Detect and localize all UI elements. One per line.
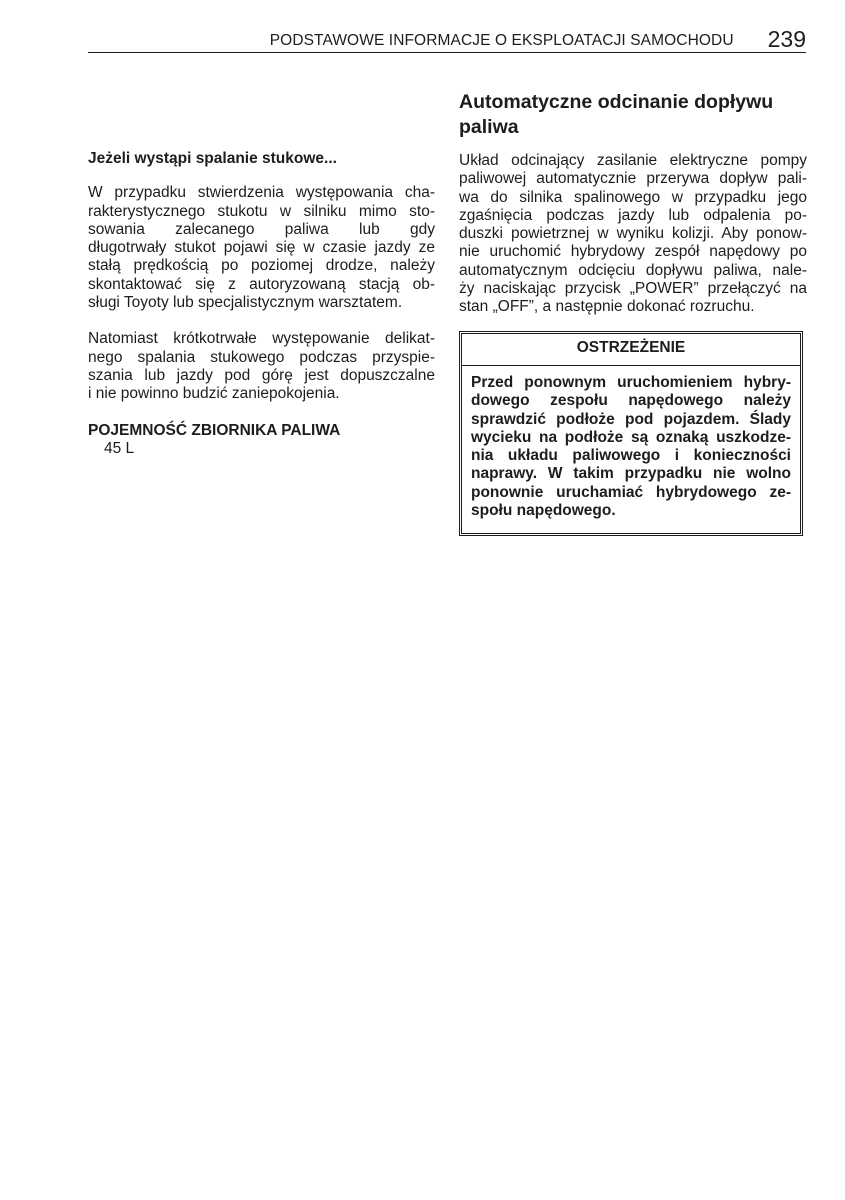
text-line: zgaśnięcia podczas jazdy lub odpalenia po- bbox=[459, 206, 807, 224]
text-line: automatycznym odcięciu dopływu paliwa, nale- bbox=[459, 261, 807, 279]
left-column bbox=[88, 150, 435, 458]
text-line: paliwowej automatycznie przerywa dopływ pali- bbox=[459, 170, 807, 188]
text-line: ponownie uruchamiać hybrydowego ze- bbox=[471, 483, 791, 501]
text-line: długotrwały stukot pojawi się w czasie jazdy ze bbox=[88, 239, 435, 257]
warning-box bbox=[461, 333, 801, 535]
fuel-cutoff-paragraph bbox=[459, 152, 807, 317]
text-line: duszki powietrznej w wyniku kolizji. Aby ponow- bbox=[459, 225, 807, 243]
title-line: paliwa bbox=[459, 116, 519, 138]
text-line: wa do silnika spalinowego w przypadku jego bbox=[459, 188, 807, 206]
text-line: nie uruchomić hybrydowy zespół napędowy po bbox=[459, 243, 807, 261]
text-line: stan „OFF”, a następnie dokonać rozruchu. bbox=[459, 298, 755, 316]
text-line: sługi Toyoty lub specjalistycznym warsztatem. bbox=[88, 294, 403, 312]
text-line: skontaktować się z autoryzowaną stacją ob- bbox=[88, 275, 435, 293]
page-header bbox=[88, 26, 806, 53]
text-line: szania lub jazdy pod górę jest dopuszczalne bbox=[88, 366, 435, 384]
title-line: Automatyczne odcinanie dopływu bbox=[459, 91, 774, 113]
text-line: dowego zespołu napędowego należy bbox=[471, 392, 791, 410]
warning-body bbox=[462, 366, 800, 533]
text-line: W przypadku stwierdzenia występowania cha- bbox=[88, 184, 435, 202]
text-line: nego spalania stukowego podczas przyspie- bbox=[88, 348, 435, 366]
text-line: społu napędowego. bbox=[471, 502, 616, 520]
text-line: nia układu paliwowego i konieczności bbox=[471, 447, 791, 465]
text-line: sprawdzić podłoże pod pojazdem. Ślady bbox=[471, 410, 791, 428]
fuel-cutoff-title bbox=[459, 90, 807, 140]
section-title: PODSTAWOWE INFORMACJE O EKSPLOATACJI SAMOCHODU bbox=[269, 32, 734, 49]
text-line: i nie powinno budzić zaniepokojenia. bbox=[88, 385, 340, 403]
text-line: Natomiast krótkotrwałe występowanie delikat- bbox=[88, 330, 435, 348]
text-line: wycieku na podłoże są oznaką uszkodze- bbox=[471, 428, 791, 446]
knock-paragraph-1 bbox=[88, 184, 435, 312]
text-line: Przed ponownym uruchomieniem hybry- bbox=[471, 373, 791, 391]
text-line: stałą prędkością po poziomej drodze, należy bbox=[88, 257, 435, 275]
fuel-capacity-value: 45 L bbox=[104, 439, 135, 457]
warning-title: OSTRZEŻENIE bbox=[462, 334, 800, 366]
text-line: ży naciskając przycisk „POWER” przełączyć na bbox=[459, 280, 807, 298]
fuel-capacity-label: POJEMNOŚĆ ZBIORNIKA PALIWA bbox=[88, 421, 341, 439]
text-line: naprawy. W takim przypadku nie wolno bbox=[471, 465, 791, 483]
text-line: sowania zalecanego paliwa lub gdy bbox=[88, 220, 435, 238]
right-column bbox=[459, 90, 807, 534]
knock-paragraph-2 bbox=[88, 330, 435, 403]
knock-heading: Jeżeli wystąpi spalanie stukowe... bbox=[88, 150, 337, 167]
text-line: Układ odcinający zasilanie elektryczne pompy bbox=[459, 152, 807, 169]
page-number: 239 bbox=[767, 26, 806, 52]
text-line: rakterystycznego stukotu w silniku mimo sto- bbox=[88, 202, 435, 220]
